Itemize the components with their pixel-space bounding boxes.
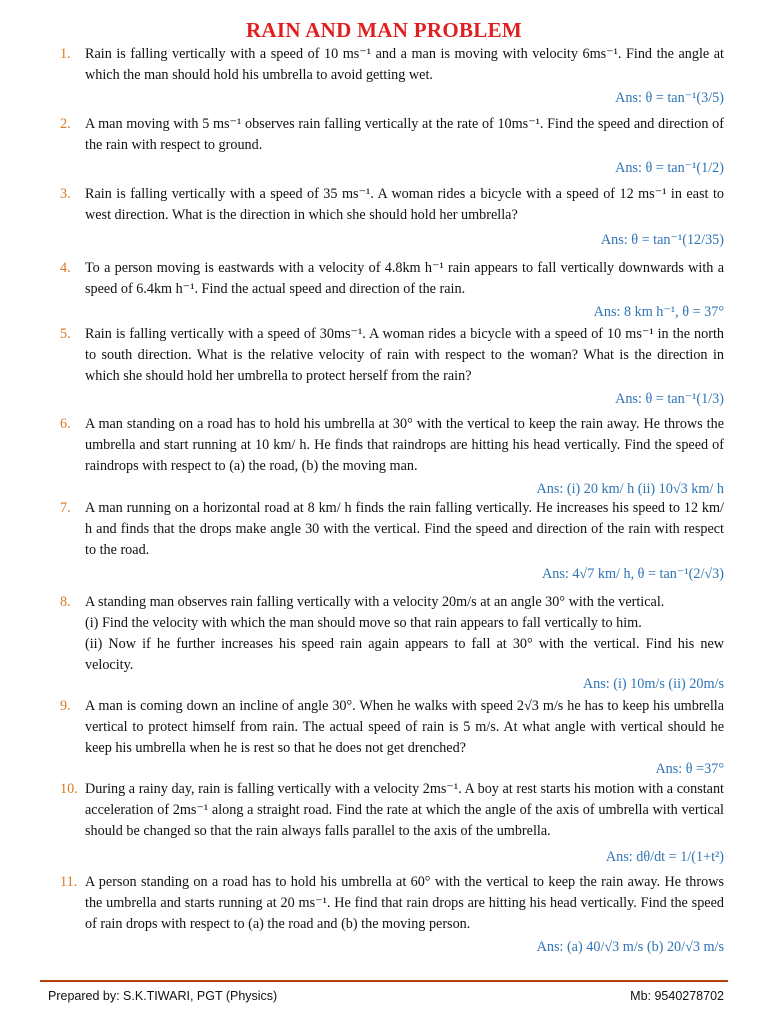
question-8 [60, 592, 724, 676]
answer-9: Ans: θ =37° [655, 761, 724, 777]
question-text: A person standing on a road has to hold his umbrella at 60° with the vertical to keep the rain away. He throws the umbrella and starts running at 20 ms⁻¹. He find that rain drops are hitting his head vertically. Find the speed of rain drops with respect to (a) the road and (b) the moving person. [85, 874, 724, 932]
question-text: To a person moving is eastwards with a velocity of 4.8km h⁻¹ rain appears to fall vertically downwards with a speed of 6.4km h⁻¹. Find the actual speed and direction of the rain. [85, 260, 724, 297]
answer-1: Ans: θ = tan⁻¹(3/5) [615, 90, 724, 106]
question-number: 2. [60, 116, 71, 132]
footer-prepared-by: Prepared by: S.K.TIWARI, PGT (Physics) [48, 989, 278, 1003]
question-7 [60, 498, 724, 561]
question-line: (ii) Now if he further increases his speed rain again appears to fall at 30° with the vertical. Find his new velocity. [85, 636, 724, 673]
question-text: A man standing on a road has to hold his umbrella at 30° with the vertical to keep the rain away. He throws the umbrella and start running at 10 km/ h. He finds that raindrops are hitting his head vertically. Find the speed of raindrops with respect to (a) the road, (b) the moving man. [85, 416, 724, 474]
question-2 [60, 114, 724, 156]
answer-6: Ans: (i) 20 km/ h (ii) 10√3 km/ h [536, 481, 724, 497]
footer-rule [40, 980, 728, 982]
question-text: A man moving with 5 ms⁻¹ observes rain falling vertically at the rate of 10ms⁻¹. Find the speed and direction of the rain with respect to ground. [85, 116, 724, 153]
question-text: A man is coming down an incline of angle 30°. When he walks with speed 2√3 m/s he has to keep his umbrella vertical to protect himself from rain. The actual speed of rain is 5 m/s. At what angle with vertical should he keep his umbrella when he is rest so that he does not get drenched? [85, 698, 724, 756]
question-10 [60, 779, 724, 842]
answer-11: Ans: (a) 40/√3 m/s (b) 20/√3 m/s [536, 939, 724, 955]
question-4 [60, 258, 724, 300]
page-title: RAIN AND MAN PROBLEM [245, 18, 523, 42]
question-line: (i) Find the velocity with which the man should move so that rain appears to fall vertically to him. [85, 615, 642, 631]
question-text [85, 592, 724, 676]
question-number: 7. [60, 500, 71, 516]
question-line: A standing man observes rain falling vertically with a velocity 20m/s at an angle 30° with the vertical. [85, 594, 665, 610]
question-text: Rain is falling vertically with a speed of 30ms⁻¹. A woman rides a bicycle with a speed of 10 ms⁻¹ in the north to south direction. What is the relative velocity of rain with respect to the woman? What is the direction in which she should hold her umbrella to protect herself from the rain? [85, 326, 724, 384]
answer-7: Ans: 4√7 km/ h, θ = tan⁻¹(2/√3) [541, 566, 724, 582]
question-text: Rain is falling vertically with a speed of 35 ms⁻¹. A woman rides a bicycle with a speed of 12 ms⁻¹ in east to west direction. What is the direction in which she should hold her umbrella? [85, 186, 724, 223]
question-number: 3. [60, 186, 71, 202]
question-number: 6. [60, 416, 71, 432]
answer-5: Ans: θ = tan⁻¹(1/3) [615, 391, 724, 407]
question-text: A man running on a horizontal road at 8 km/ h finds the rain falling vertically. He increases his speed to 12 km/ h and finds that the drops make angle 30 with the vertical. Find the speed and direction of the rain with respect to the road. [85, 500, 724, 558]
question-number: 8. [60, 594, 71, 610]
question-text: During a rainy day, rain is falling vertically with a velocity 2ms⁻¹. A boy at rest starts his motion with a constant acceleration of 2ms⁻¹ along a straight road. Find the rate at which the angle of the axis of umbrella with vertical should be changed so that the rain always falls parallel to the axis of the umbrella. [85, 781, 724, 839]
question-3 [60, 184, 724, 226]
question-5 [60, 324, 724, 387]
question-number: 9. [60, 698, 71, 714]
question-number: 4. [60, 260, 71, 276]
question-6 [60, 414, 724, 477]
question-text: Rain is falling vertically with a speed of 10 ms⁻¹ and a man is moving with velocity 6ms⁻¹. Find the angle at which the man should hold his umbrella to avoid getting wet. [85, 46, 724, 83]
question-1 [60, 44, 724, 86]
answer-8: Ans: (i) 10m/s (ii) 20m/s [582, 676, 724, 692]
question-number: 5. [60, 326, 71, 342]
question-9 [60, 696, 724, 759]
question-number: 10. [60, 781, 78, 797]
question-11 [60, 872, 724, 935]
answer-3: Ans: θ = tan⁻¹(12/35) [600, 232, 724, 248]
footer-mobile: Mb: 9540278702 [630, 989, 724, 1003]
answer-2: Ans: θ = tan⁻¹(1/2) [615, 160, 724, 176]
question-number: 11. [60, 874, 78, 890]
answer-4: Ans: 8 km h⁻¹, θ = 37° [593, 304, 724, 320]
answer-10: Ans: dθ/dt = 1/(1+t²) [605, 849, 724, 865]
question-number: 1. [60, 46, 71, 62]
